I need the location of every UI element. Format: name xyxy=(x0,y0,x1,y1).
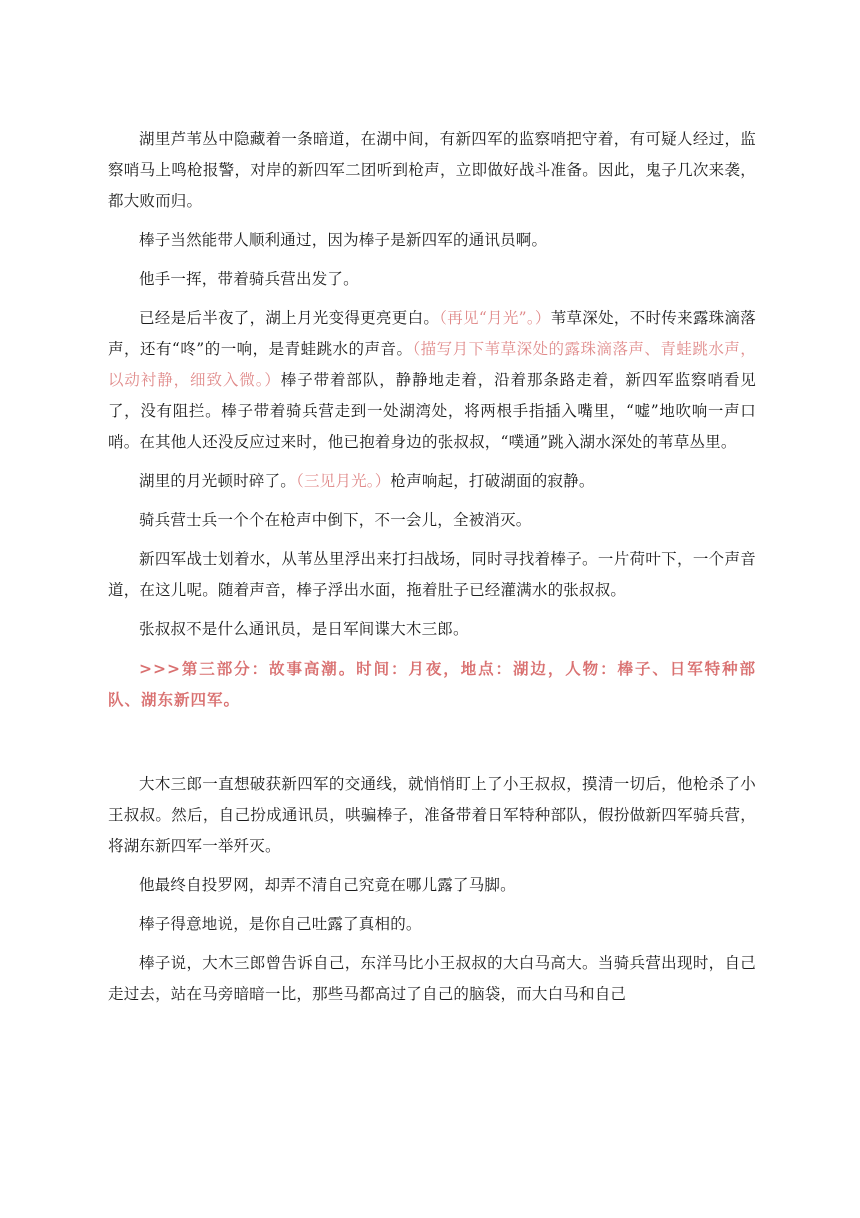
paragraph xyxy=(108,909,756,940)
paragraph xyxy=(108,466,756,497)
paragraph-text: 棒子说，大木三郎曾告诉自己，东洋马比小王叔叔的大白马高大。当骑兵营出现时，自己走过去，站在马旁暗暗一比，那些马都高过了自己的脑袋，而大白马和自己 xyxy=(108,954,756,1003)
paragraph xyxy=(108,264,756,295)
paragraph-text: 枪声响起，打破湖面的寂静。 xyxy=(390,472,595,490)
paragraph-text: 棒子当然能带人顺利通过，因为棒子是新四军的通讯员啊。 xyxy=(139,231,548,249)
paragraph-text: 湖里的月光顿时碎了。 xyxy=(139,472,297,490)
article-body xyxy=(108,124,756,1018)
annotation-note: （再见“月光”。） xyxy=(439,309,551,327)
paragraph xyxy=(108,225,756,256)
paragraph xyxy=(108,544,756,606)
paragraph-text: 湖里芦苇丛中隐藏着一条暗道，在湖中间，有新四军的监察哨把守着，有可疑人经过，监察哨马上鸣枪报警，对岸的新四军二团听到枪声，立即做好战斗准备。因此，鬼子几次来袭，都大败而归。 xyxy=(108,130,756,210)
annotation-note: （描写月下苇草深处的露珠滴落声、青蛙跳水声，以动衬静，细致入微。） xyxy=(108,340,756,389)
paragraph-text: 他最终自投罗网，却弄不清自己究竟在哪儿露了马脚。 xyxy=(139,876,516,894)
paragraph-text: 新四军战士划着水，从苇丛里浮出来打扫战场，同时寻找着棒子。一片荷叶下，一个声音道，在这儿呢。随着声音，棒子浮出水面，拖着肚子已经灌满水的张叔叔。 xyxy=(108,550,756,599)
annotation-note: （三见月光。） xyxy=(296,472,391,490)
paragraph xyxy=(108,124,756,217)
section-heading-text: >>>第三部分：故事高潮。时间：月夜，地点：湖边，人物：棒子、日军特种部队、湖东新四军。 xyxy=(108,659,756,709)
paragraph xyxy=(108,769,756,862)
paragraph xyxy=(108,948,756,1010)
paragraph xyxy=(108,614,756,645)
paragraph-text: 他手一挥，带着骑兵营出发了。 xyxy=(139,270,359,288)
section-spacer xyxy=(108,723,756,769)
paragraph-text: 棒子得意地说，是你自己吐露了真相的。 xyxy=(139,915,422,933)
paragraph xyxy=(108,505,756,536)
paragraph xyxy=(108,870,756,901)
paragraph-text: 骑兵营士兵一个个在枪声中倒下，不一会儿，全被消灭。 xyxy=(139,511,532,529)
paragraph-text: 已经是后半夜了，湖上月光变得更亮更白。 xyxy=(139,309,440,327)
paragraph-text: 棒子带着部队，静静地走着，沿着那条路走着，新四军监察哨看见了，没有阻拦。棒子带着骑兵营走到一处湖湾处，将两根手指插入嘴里，“嘘”地吹响一声口哨。在其他人还没反应过来时，他已抱着身边的张叔叔，“噗通”跳入湖水深处的苇草丛里。 xyxy=(108,371,756,451)
section-heading xyxy=(108,653,756,715)
paragraph-text: 苇草深处，不时传来露珠滴落声，还有“咚”的一响，是青蛙跳水的声音。 xyxy=(108,309,756,358)
paragraph-text: 大木三郎一直想破获新四军的交通线，就悄悄盯上了小王叔叔，摸清一切后，他枪杀了小王叔叔。然后，自己扮成通讯员，哄骗棒子，准备带着日军特种部队，假扮做新四军骑兵营，将湖东新四军一举歼灭。 xyxy=(108,775,756,855)
paragraph-text: 张叔叔不是什么通讯员，是日军间谍大木三郎。 xyxy=(139,620,469,638)
paragraph xyxy=(108,303,756,458)
